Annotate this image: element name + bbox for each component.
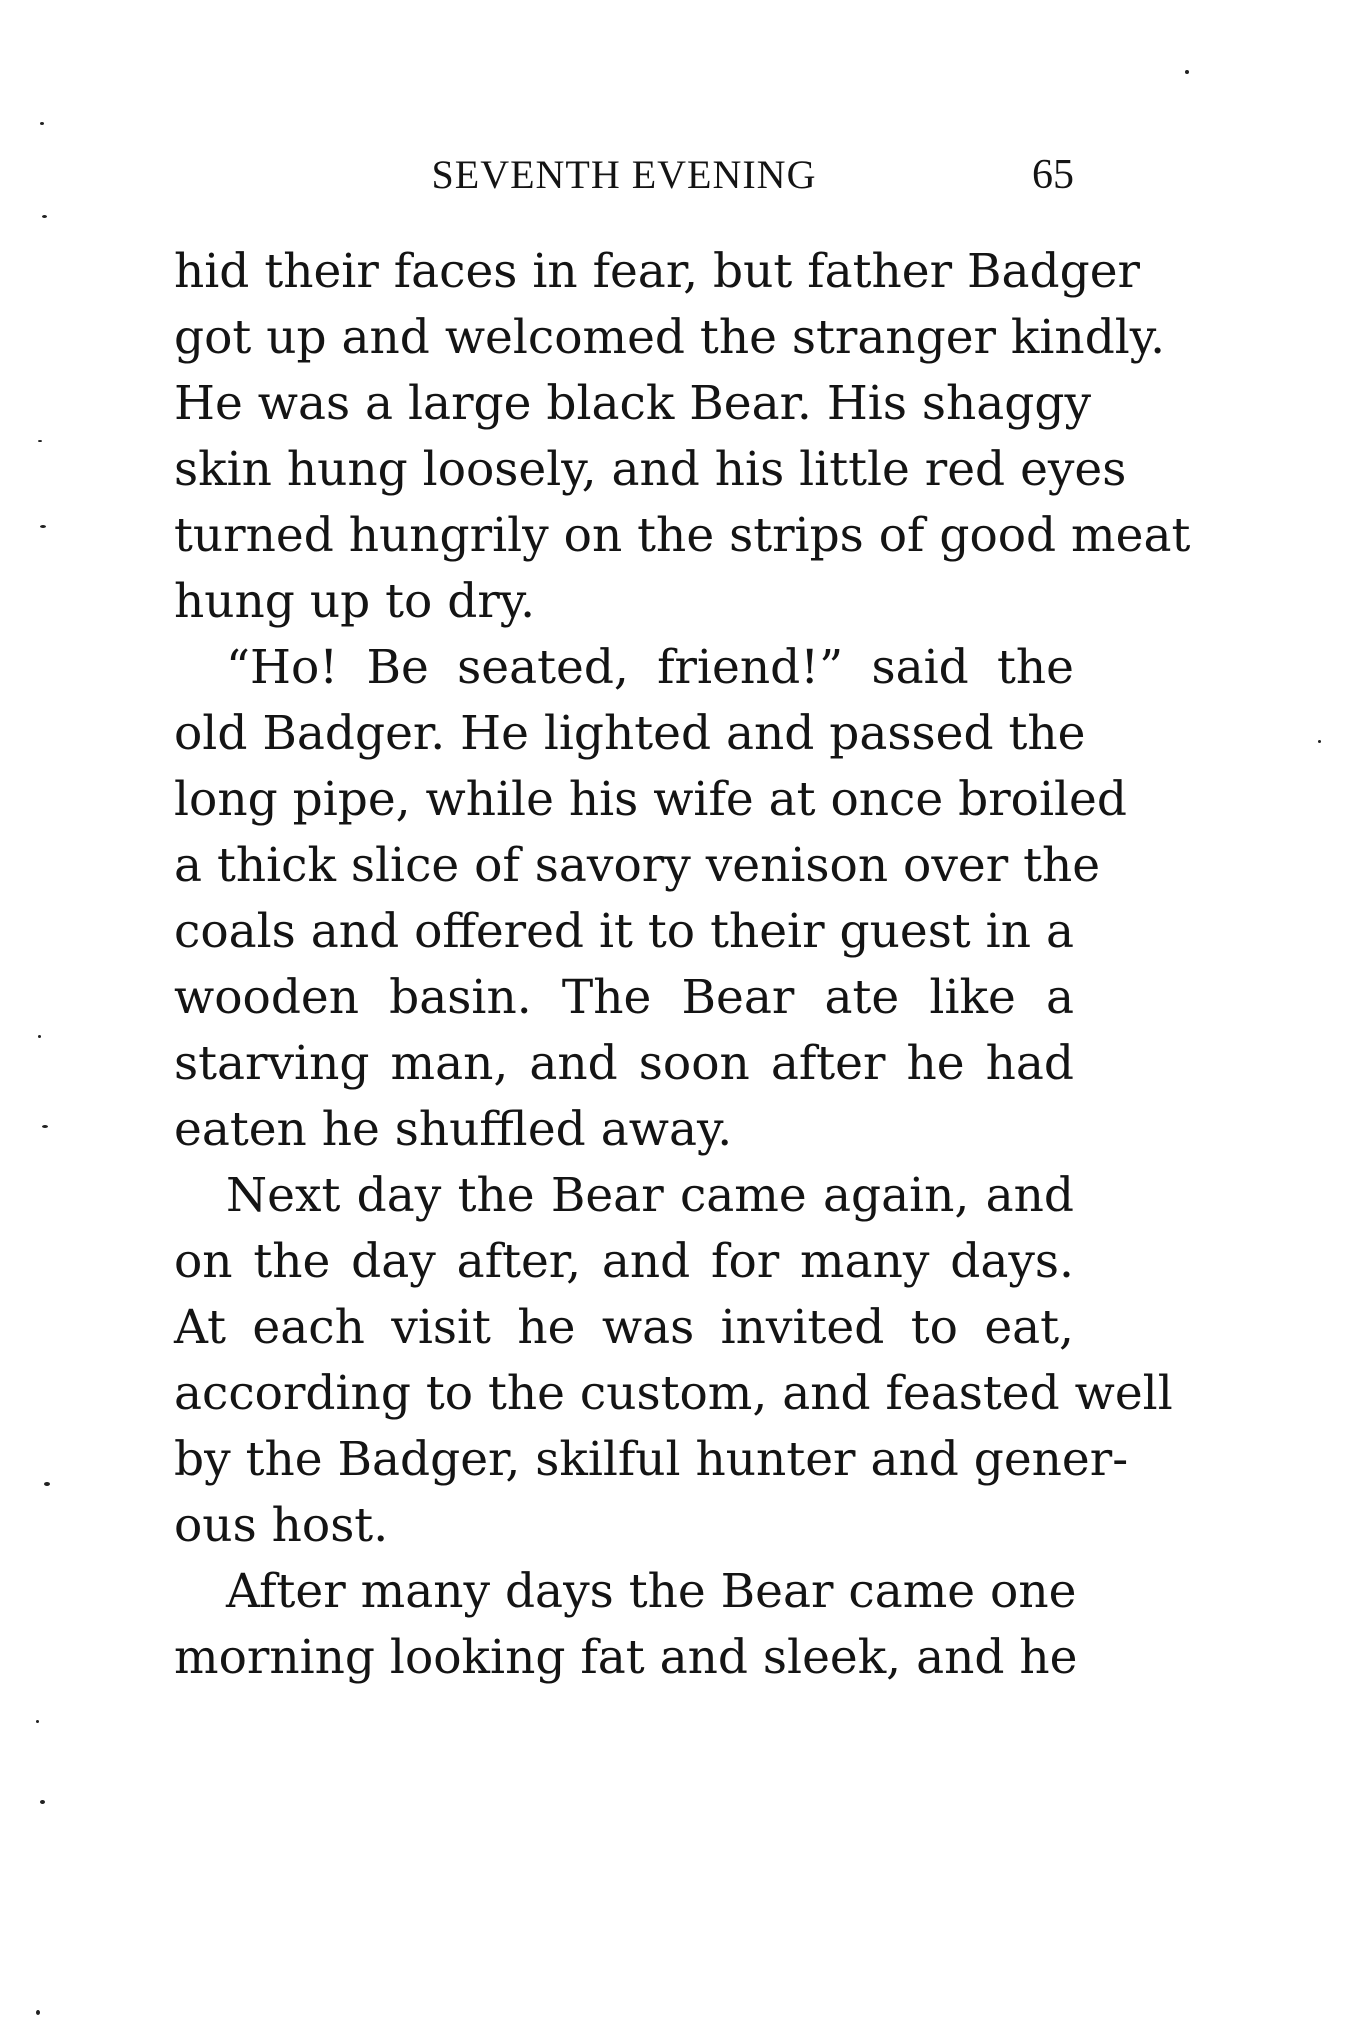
- scan-speck: [44, 1482, 50, 1486]
- text-line: hung up to dry.: [174, 574, 536, 629]
- text-line: long pipe, while his wife at once broiled: [174, 772, 1127, 827]
- text-line: a thick slice of savory venison over the: [174, 838, 1101, 893]
- scan-speck: [42, 215, 47, 218]
- scan-speck: [40, 122, 44, 125]
- text-line: starving man, and soon after he had: [174, 1036, 1074, 1091]
- scan-speck: [1318, 740, 1321, 743]
- text-line: turned hungrily on the strips of good meat: [174, 508, 1191, 563]
- text-line: skin hung loosely, and his little red eyes: [174, 442, 1127, 497]
- scan-speck: [1185, 70, 1189, 74]
- scan-speck: [38, 440, 42, 442]
- text-line: ous host.: [174, 1498, 389, 1553]
- body-text: [174, 239, 1191, 1691]
- running-head: [174, 145, 1074, 205]
- paragraph: [174, 1163, 1173, 1559]
- text-line: Next day the Bear came again, and: [226, 1168, 1074, 1223]
- scan-speck: [40, 525, 46, 528]
- paragraph: [174, 239, 1191, 635]
- text-line: hid their faces in fear, but father Badger: [174, 244, 1141, 299]
- text-line: morning looking fat and sleek, and he: [174, 1630, 1078, 1685]
- text-line: by the Badger, skilful hunter and gener-: [174, 1432, 1129, 1487]
- paragraph: [174, 635, 1127, 1163]
- text-line: according to the custom, and feasted well: [174, 1366, 1173, 1421]
- scan-speck: [36, 2010, 40, 2015]
- text-line: After many days the Bear came one: [226, 1564, 1077, 1619]
- scan-speck: [40, 1800, 45, 1804]
- text-line: He was a large black Bear. His shaggy: [174, 376, 1092, 431]
- text-line: old Badger. He lighted and passed the: [174, 706, 1086, 761]
- paragraph: [174, 1559, 1078, 1691]
- text-line: At each visit he was invited to eat,: [174, 1300, 1074, 1355]
- text-line: on the day after, and for many days.: [174, 1234, 1074, 1289]
- scan-speck: [38, 1035, 41, 1038]
- scan-speck: [42, 1125, 48, 1128]
- scan-speck: [36, 1720, 39, 1723]
- text-line: coals and offered it to their guest in a: [174, 904, 1074, 959]
- page-number: 65: [1032, 152, 1074, 198]
- text-line: got up and welcomed the stranger kindly.: [174, 310, 1166, 365]
- text-line: eaten he shuffled away.: [174, 1102, 733, 1157]
- text-line: “Ho! Be seated, friend!” said the: [226, 640, 1074, 695]
- text-line: wooden basin. The Bear ate like a: [174, 970, 1074, 1025]
- running-title: SEVENTH EVENING: [431, 152, 817, 197]
